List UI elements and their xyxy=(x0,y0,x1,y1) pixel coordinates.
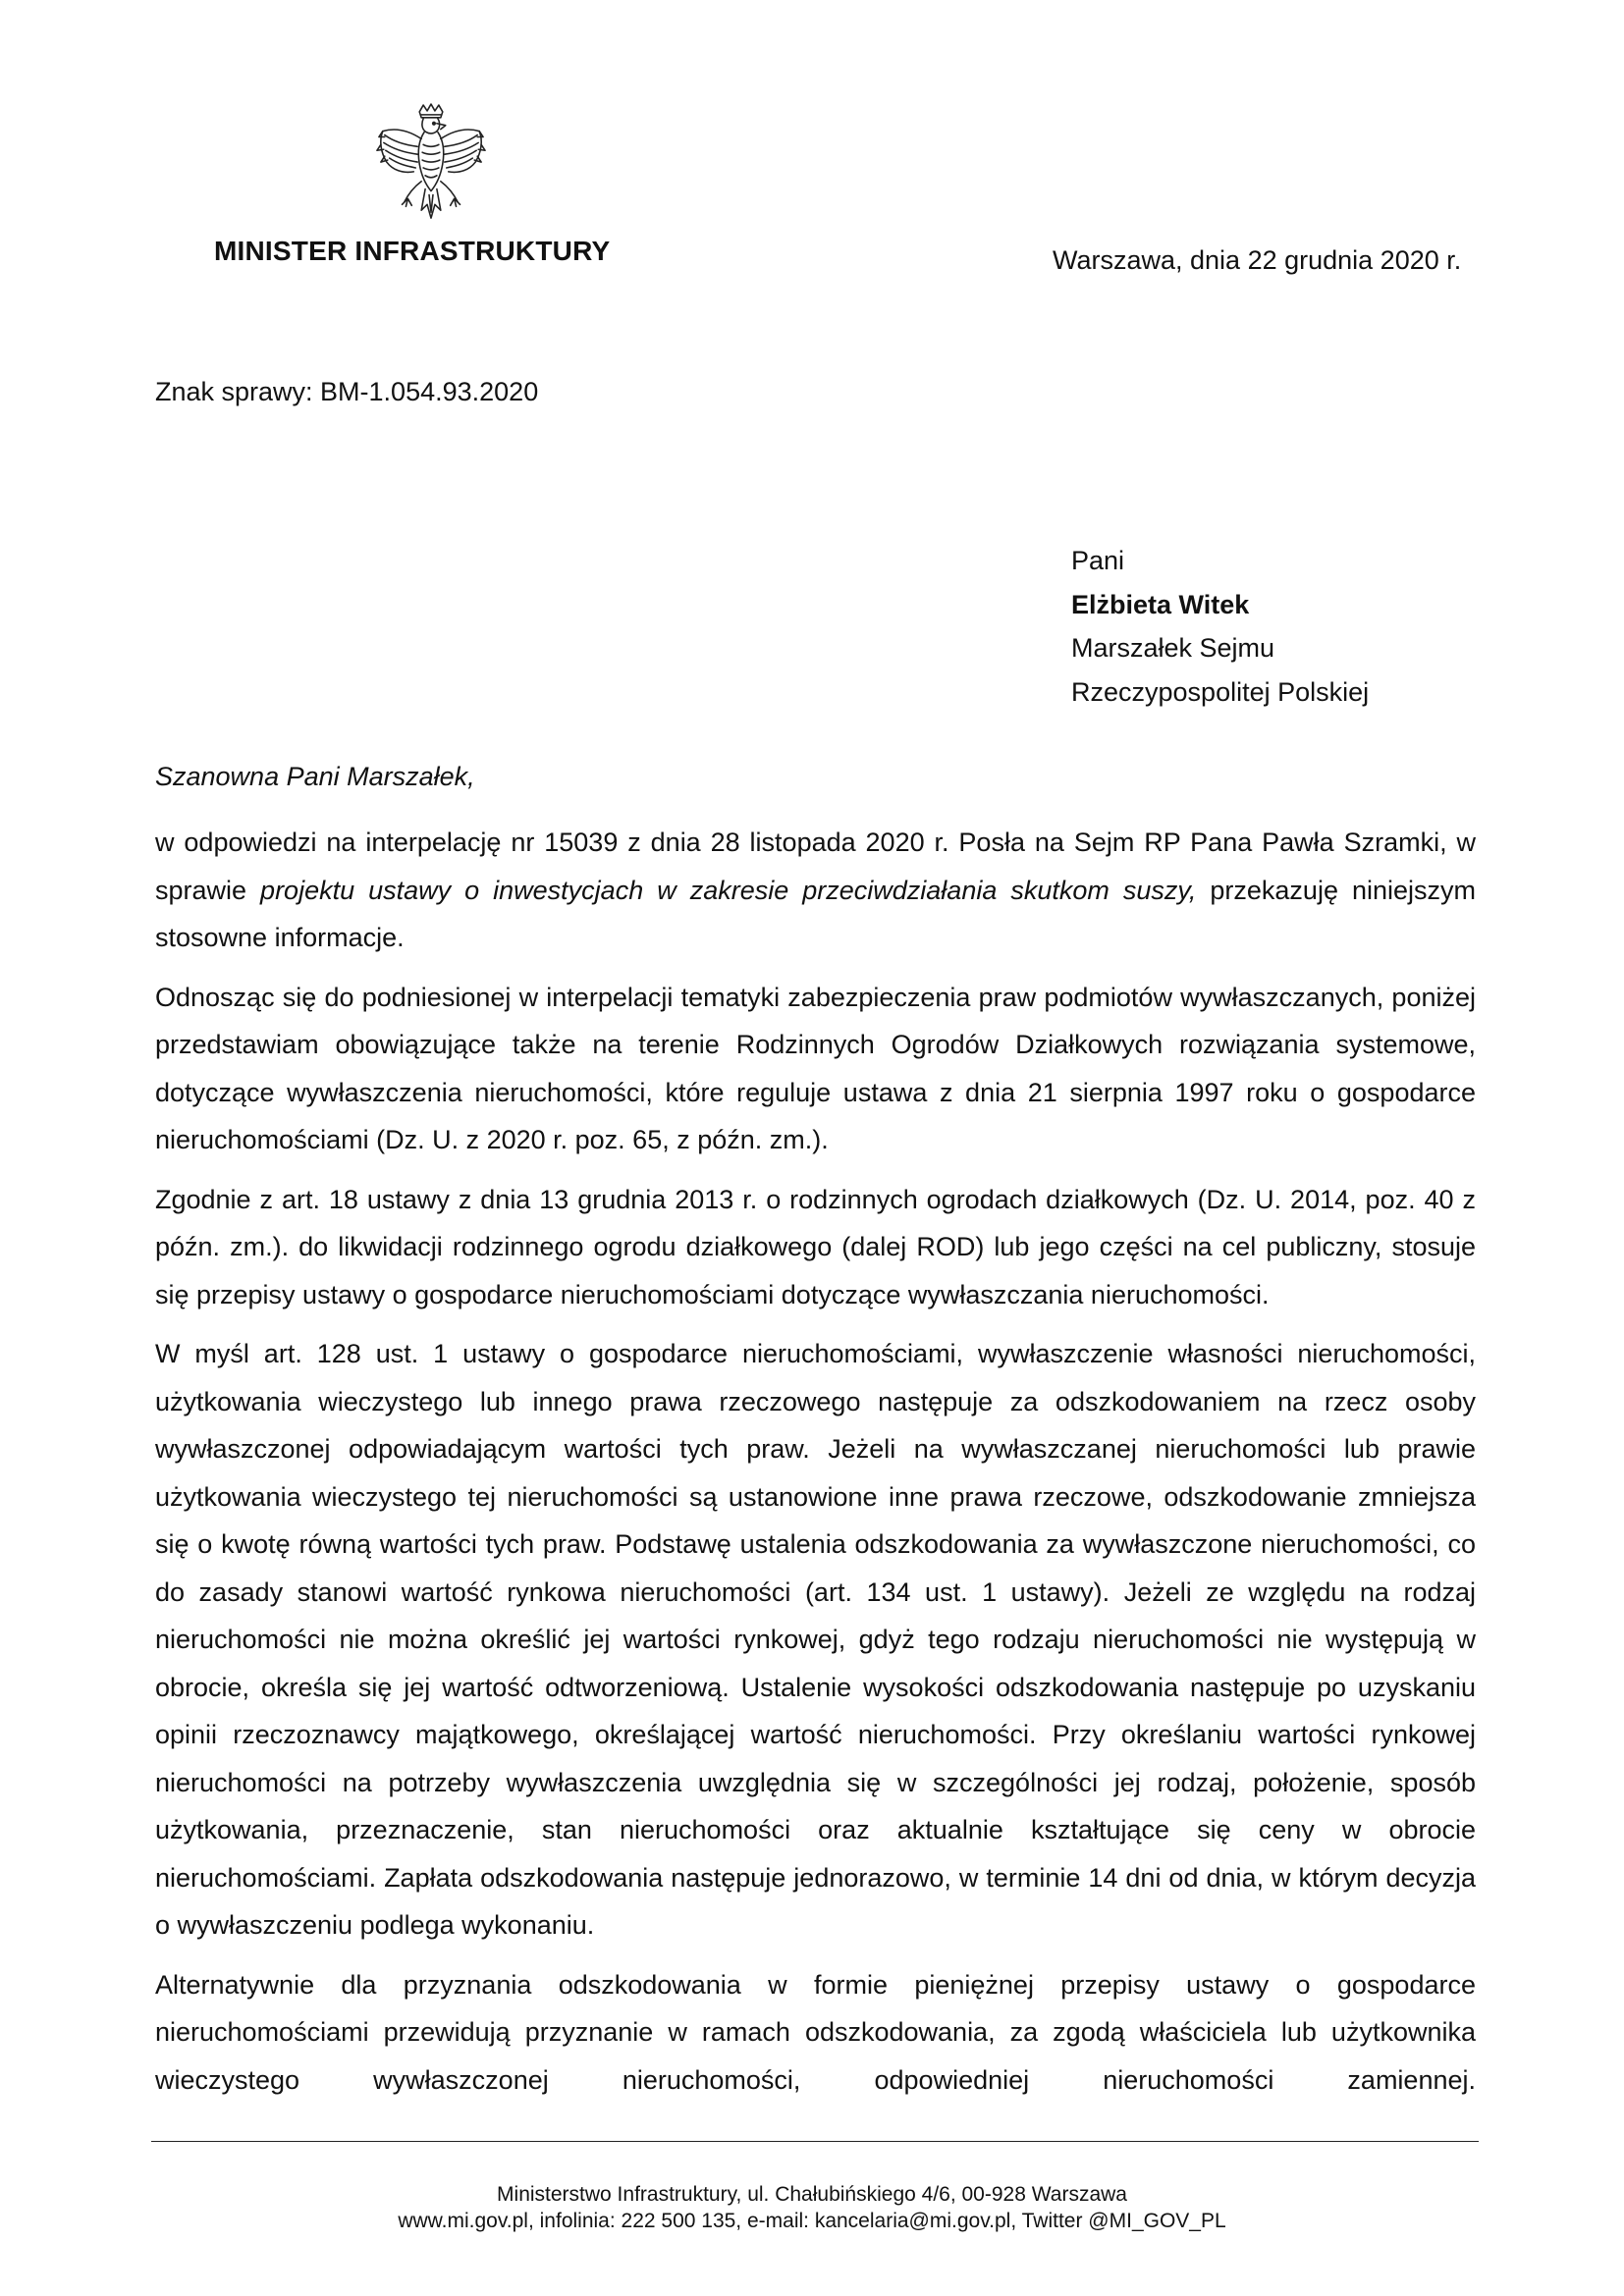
footer-divider xyxy=(151,2141,1479,2142)
footer-address: Ministerstwo Infrastruktury, ul. Chałubińskiego 4/6, 00-928 Warszawa xyxy=(497,2183,1127,2206)
paragraph-2: Odnosząc się do podniesionej w interpelacji tematyki zabezpieczenia praw podmiotów wywłaszczanych, poniżej przedstawiam obowiązujące także na terenie Rodzinnych Ogrodów Działkowych rozwiązania systemowe, dotyczące wywłaszczenia nieruchomości, które reguluje ustawa z dnia 21 sierpnia 1997 roku o gospodarce nieruchomościami (Dz. U. z 2020 r. poz. 65, z późn. zm.). xyxy=(155,982,1476,1154)
paragraph-1-closing: przekazuję niniejszym stosowne informacje. xyxy=(155,875,1476,952)
recipient-block xyxy=(1071,539,1369,714)
date-line: Warszawa, dnia 22 grudnia 2020 r. xyxy=(1053,245,1462,275)
salutation: Szanowna Pani Marszałek, xyxy=(155,762,475,791)
recipient-title: Marszałek Sejmu xyxy=(1071,633,1275,663)
paragraph-1 xyxy=(155,819,1476,962)
letter-body xyxy=(155,819,1476,2115)
issuer-title: MINISTER INFRASTRUKTURY xyxy=(214,236,611,266)
recipient-salutation-word: Pani xyxy=(1071,546,1125,575)
paragraph-1-intro: w odpowiedzi na interpelację nr 15039 z dnia 28 listopada 2020 r. Posła na Sejm RP Pana Pawła Szramki, w sprawie xyxy=(155,828,1476,905)
recipient-institution: Rzeczypospolitej Polskiej xyxy=(1071,676,1370,707)
polish-eagle-emblem-icon xyxy=(373,102,489,230)
recipient-name: Elżbieta Witek xyxy=(1071,589,1250,619)
paragraph-4: W myśl art. 128 ust. 1 ustawy o gospodarce nieruchomościami, wywłaszczenie własności nieruchomości, użytkowania wieczystego lub innego prawa rzeczowego następuje za odszkodowaniem na rzecz osoby wywłaszczonej odpowiadającym wartości tych praw. Jeżeli na wywłaszczanej nieruchomości lub prawie użytkowania wieczystego tej nieruchomości są ustanowione inne prawa rzeczowe, odszkodowanie zmniejsza się o kwotę równą wartości tych praw. Podstawę ustalenia odszkodowania za wywłaszczone nieruchomości, co do zasady stanowi wartość rynkowa nieruchomości (art. 134 ust. 1 ustawy). Jeżeli ze względu na rodzaj nieruchomości nie można określić jej wartości rynkowej, gdyż tego rodzaju nieruchomości nie występują w obrocie, określa się jej wartość odtworzeniową. Ustalenie wysokości odszkodowania następuje po uzyskaniu opinii rzeczoznawcy majątkowego, określającej wartość nieruchomości. Przy określaniu wartości rynkowej nieruchomości na potrzeby wywłaszczenia uwzględnia się w szczególności jej rodzaj, położenie, sposób użytkowania, przeznaczenie, stan nieruchomości oraz aktualnie kształtujące się ceny w obrocie nieruchomościami. Zapłata odszkodowania następuje jednorazowo, w terminie 14 dni od dnia, w którym decyzja o wywłaszczeniu podlega wykonaniu. xyxy=(155,1339,1476,1940)
paragraph-5: Alternatywnie dla przyznania odszkodowania w formie pieniężnej przepisy ustawy o gospodarce nieruchomościami przewidują przyznanie w ramach odszkodowania, za zgodą właściciela lub użytkownika wieczystego wywłaszczonej nieruchomości, odpowiedniej nieruchomości zamiennej. xyxy=(155,1969,1476,2095)
footer xyxy=(0,2181,1624,2234)
footer-contact: www.mi.gov.pl, infolinia: 222 500 135, e-mail: kancelaria@mi.gov.pl, Twitter @MI_GOV_PL xyxy=(398,2210,1226,2232)
case-reference: Znak sprawy: BM-1.054.93.2020 xyxy=(155,377,539,406)
paragraph-1-project-title: projektu ustawy o inwestycjach w zakresie przeciwdziałania skutkom suszy, xyxy=(260,875,1197,905)
paragraph-3: Zgodnie z art. 18 ustawy z dnia 13 grudnia 2013 r. o rodzinnych ogrodach działkowych (Dz. U. 2014, poz. 40 z późn. zm.). do likwidacji rodzinnego ogrodu działkowego (dalej ROD) lub jego części na cel publiczny, stosuje się przepisy ustawy o gospodarce nieruchomościami dotyczące wywłaszczania nieruchomości. xyxy=(155,1184,1476,1309)
